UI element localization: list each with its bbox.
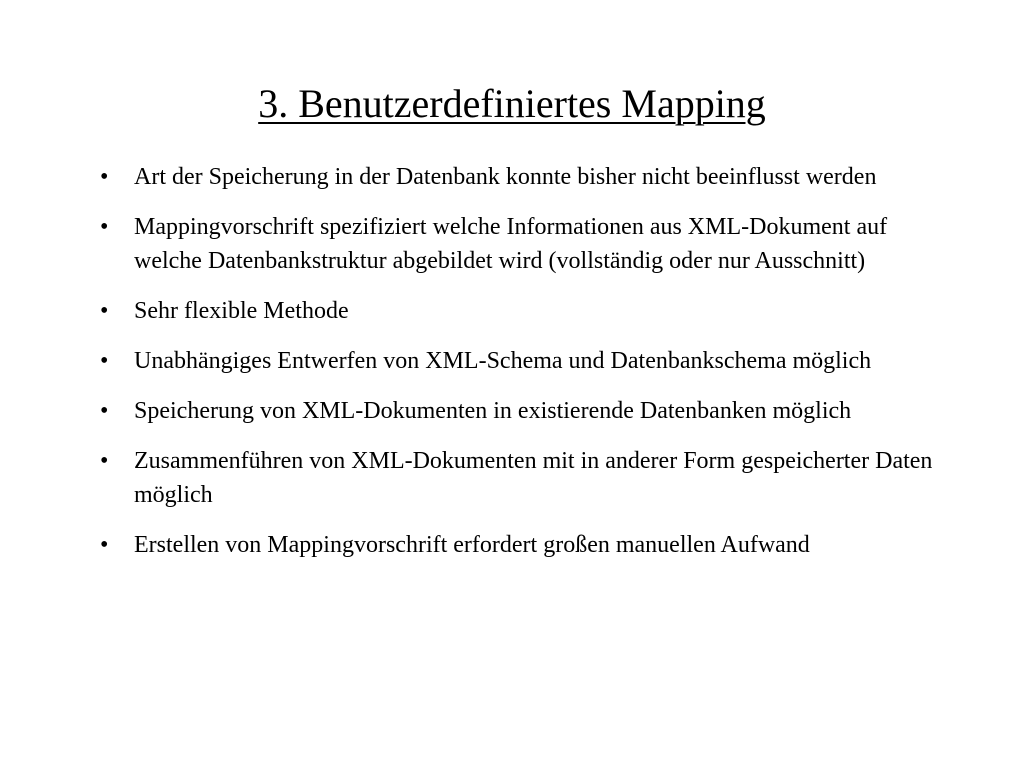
bullet-text: Zusammenführen von XML-Dokumenten mit in anderer Form gespeicherter Daten möglich [134,448,933,508]
bullet-list [92,160,952,578]
bullet-text: Unabhängiges Entwerfen von XML-Schema und Datenbankschema möglich [134,348,872,374]
bullet-item [92,344,952,378]
bullet-text: Art der Speicherung in der Datenbank konnte bisher nicht beeinflusst werden [134,164,877,190]
bullet-item [92,210,952,278]
bullet-icon: • [100,214,109,240]
slide-title-text: 3. Benutzerdefiniertes Mapping [258,81,766,126]
bullet-item [92,528,952,562]
bullet-item [92,160,952,194]
bullet-icon: • [100,348,109,374]
bullet-text: Erstellen von Mappingvorschrift erfordert großen manuellen Aufwand [134,532,810,558]
bullet-item [92,394,952,428]
bullet-icon: • [100,448,109,474]
bullet-item [92,444,952,512]
bullet-icon: • [100,398,109,424]
bullet-text: Mappingvorschrift spezifiziert welche Informationen aus XML-Dokument auf welche Datenbankstruktur abgebildet wird (vollständig oder nur Ausschnitt) [134,214,888,274]
bullet-icon: • [100,532,109,558]
bullet-text: Speicherung von XML-Dokumenten in existierende Datenbanken möglich [134,398,852,424]
bullet-icon: • [100,298,109,324]
slide-title [0,78,1024,130]
bullet-icon: • [100,164,109,190]
bullet-item [92,294,952,328]
bullet-text: Sehr flexible Methode [134,298,349,324]
